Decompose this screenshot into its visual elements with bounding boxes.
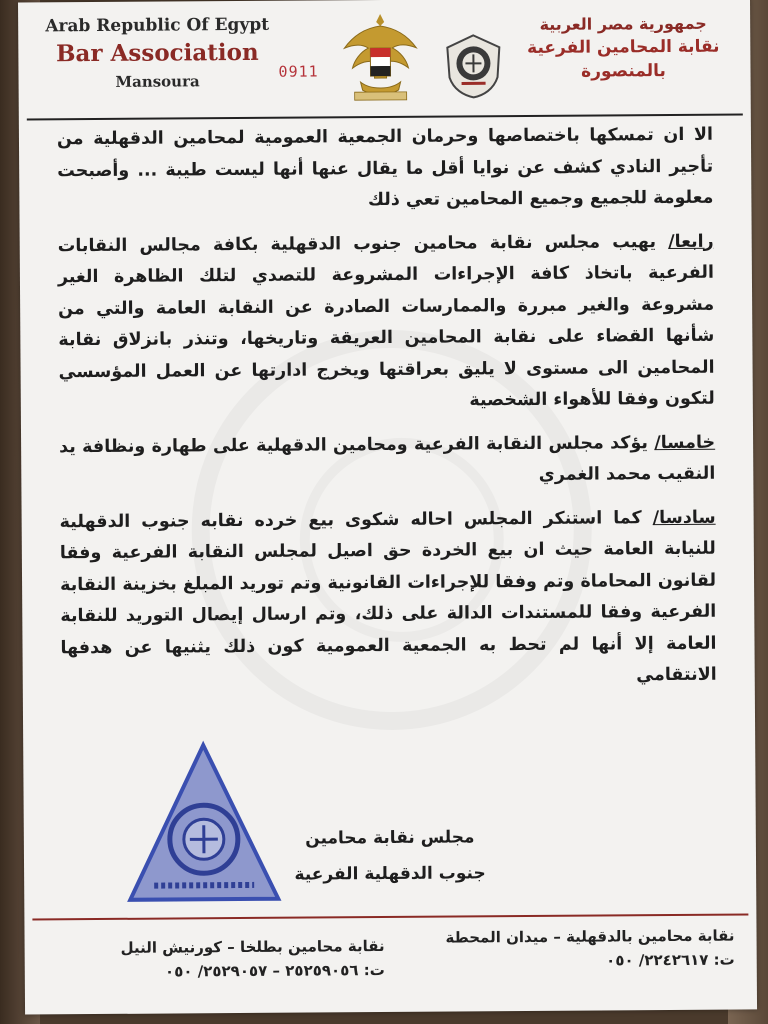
country-name-en: Arab Republic Of Egypt [45,14,270,37]
paragraph-fifth-lead: خامسا/ [654,432,716,453]
footer-phone-mansoura: ت: ٢٢٤٢٦١٧/ ٠٥٠ [606,950,735,970]
footer-address-mansoura [414,924,734,974]
letter-footer [24,923,756,981]
letterhead-english [32,15,283,92]
document-page [18,0,757,1015]
paragraph-sixth [60,502,717,696]
letterhead-arabic [508,14,738,83]
paragraph-intro: الا ان تمسكها باختصاصها وحرمان الجمعية العمومية لمحامين الدقهلية من تأجير النادي كشف عن نوايا أقل ما يقال عنها أنها ليست طيبة ... وأصبحت معلومة للجميع وجميع المحامين تعي ذلك [56,124,714,211]
egypt-eagle-icon [340,8,421,105]
letterhead [18,0,751,121]
paragraph-fifth-text: يؤكد مجلس النقابة الفرعية ومحامين الدقهلية على طهارة ونظافة يد النقيب محمد الغمري [59,432,716,485]
letter-body [57,120,717,708]
footer-divider [32,913,748,920]
signature-line-2: جنوب الدقهلية الفرعية [294,863,486,885]
paragraph-fourth-text: يهيب مجلس نقابة محامين جنوب الدقهلية بكافة مجالس النقابات الفرعية باتخاذ كافة الإجراءات المشروعة للتصدي لتلك الظاهرة الغير مشروعة والغير مبررة والممارسات الصادرة عن النقابة العامة والتي من شأنها القضاء على نقابة المحامين العريقة وتاريخها، وتنذر بانزلاق نقابة المحامين الى مستوى لا يليق بعراقتها ويخرج ادارتها عن العمل المؤسسي لتكون وفقا للأهواء الشخصية [57,231,715,411]
paragraph-sixth-text: كما استنكر المجلس احاله شكوى بيع خرده نقابه جنوب الدقهلية للنيابة العامة حيث ان بيع الخردة حق اصيل لمجلس النقابة الفرعية وفقا لقانون المحاماة وتم وفقا للإجراءات القانونية وتم توريد المبلغ بخزينة النقابة الفرعية وفقا للمستندات الدالة على ذلك، وتم ارسال إيصال التوريد للنقابة العامة إلا أنها لم تحط به الجمعية العمومية كون ذلك يثنيها عن هدفها الانتقامي [59,507,717,686]
signature-line-1: مجلس نقابة محامين [305,827,475,849]
paragraph-fourth [58,226,715,420]
footer-phone-talkha: ت: ٢٥٢٥٩٠٥٦ – ٢٥٢٩٠٥٧/ ٠٥٠ [164,961,385,981]
footer-address-mansoura-line: نقابة محامين بالدقهلية – ميدان المحطة [445,926,735,947]
organization-name-ar: نقابة المحامين الفرعية [527,36,720,59]
bar-association-logo-icon [443,33,503,99]
paragraph-fifth [59,427,715,495]
footer-address-talkha [65,934,385,984]
organization-name-en: Bar Association [55,38,259,68]
city-name-en: Mansoura [115,72,200,91]
city-name-ar: بالمنصورة [581,61,666,82]
footer-address-talkha-line: نقابة محامين بطلخا – كورنيش النيل [120,937,385,957]
paragraph-fourth-lead: رابعا/ [668,231,714,252]
country-name-ar: جمهورية مصر العربية [539,13,707,34]
paragraph-sixth-lead: سادسا/ [652,507,716,528]
bar-stamp-icon [123,739,284,908]
serial-number: 0911 [278,62,319,81]
